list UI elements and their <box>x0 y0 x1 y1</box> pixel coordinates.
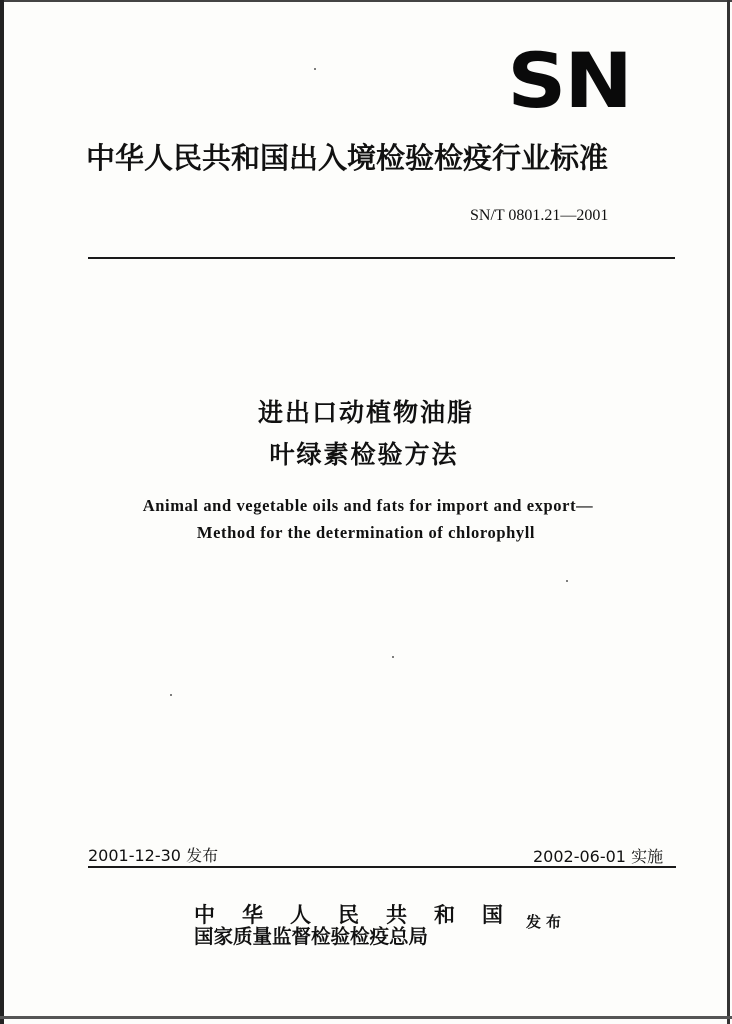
implementation-date: 2002-06-01 实施 <box>533 847 664 866</box>
chinese-title-line-2: 叶绿素检验方法 <box>269 440 459 469</box>
scan-edge-bottom <box>0 1016 732 1019</box>
publisher-line-2: 国家质量监督检验检疫总局 <box>194 925 429 948</box>
issuing-body-title: 中华人民共和国出入境检验检疫行业标准 <box>86 141 609 175</box>
footer-divider <box>88 866 676 868</box>
scan-speck <box>314 68 316 70</box>
header-divider <box>88 257 675 259</box>
english-title-line-1: Animal and vegetable oils and fats for import and export— <box>142 496 594 515</box>
english-title-line-2: Method for the determination of chlorophyll <box>196 523 536 542</box>
scan-edge-top <box>0 0 732 2</box>
issue-date: 2001-12-30 发布 <box>88 846 219 865</box>
publisher-line-1: 中华人民共和国 <box>194 902 530 927</box>
scan-speck <box>566 580 568 582</box>
sn-logo: SN <box>507 36 631 125</box>
standard-number: SN/T 0801.21—2001 <box>470 207 609 224</box>
chinese-title-line-1: 进出口动植物油脂 <box>257 398 474 427</box>
scan-speck <box>170 694 172 696</box>
publisher-action: 发布 <box>526 913 567 931</box>
scan-speck <box>392 656 394 658</box>
